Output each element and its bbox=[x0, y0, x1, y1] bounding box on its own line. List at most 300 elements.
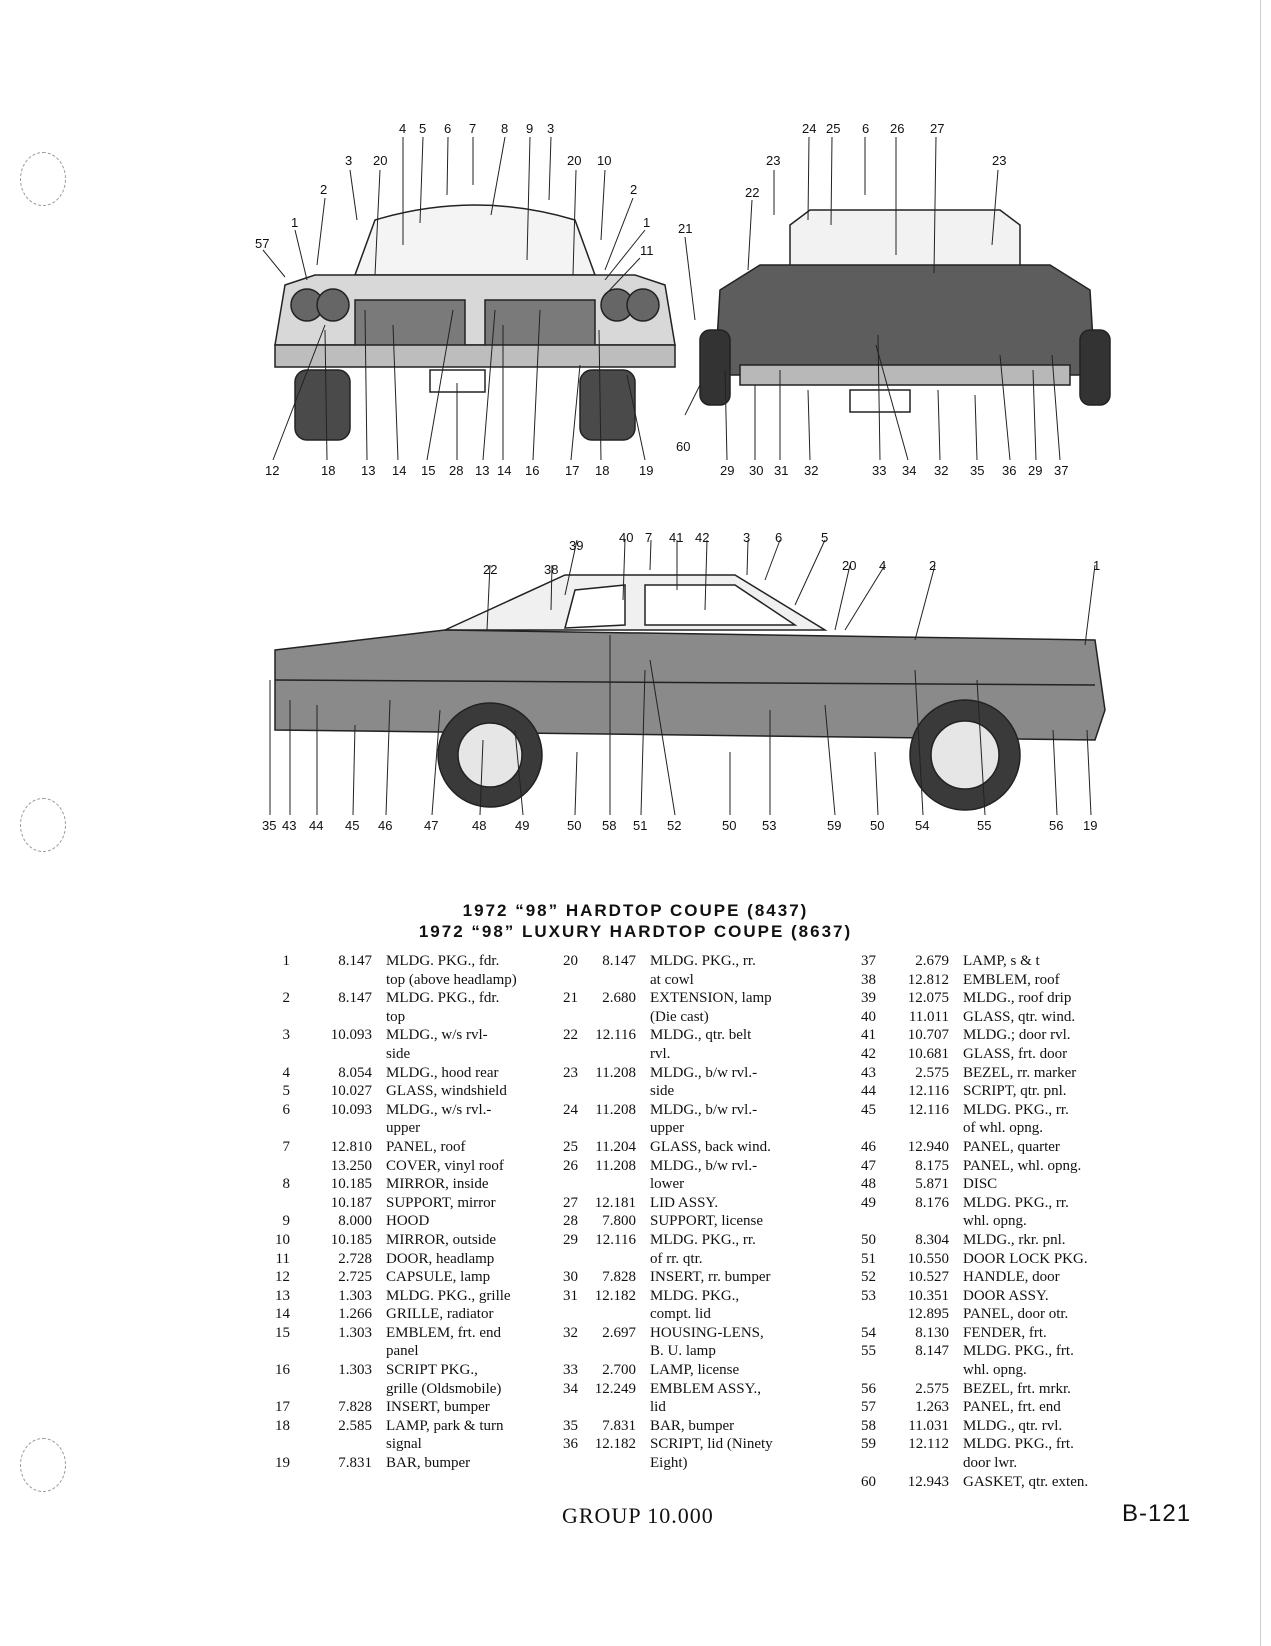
part-ref-number bbox=[268, 1045, 290, 1064]
part-group-number: 12.812 bbox=[907, 971, 949, 988]
page-number: B-121 bbox=[1122, 1500, 1192, 1527]
part-ref-number: 32 bbox=[563, 1324, 578, 1341]
part-description: lower bbox=[650, 1176, 685, 1193]
side-view-drawing bbox=[262, 530, 1165, 880]
part-ref-number bbox=[556, 1119, 578, 1138]
part-group-number: 12.895 bbox=[907, 1306, 949, 1323]
part-ref-number bbox=[268, 1008, 290, 1027]
parts-row bbox=[556, 1212, 773, 1231]
part-description: MLDG., b/w rvl.- bbox=[650, 1157, 758, 1174]
parts-row bbox=[556, 1175, 773, 1194]
part-ref-number bbox=[556, 1305, 578, 1324]
part-group-number: 11.204 bbox=[595, 1138, 636, 1155]
part-group-number: 8.147 bbox=[338, 953, 372, 969]
parts-row bbox=[556, 1380, 773, 1399]
part-description: MLDG. PKG., fdr. bbox=[386, 953, 500, 969]
part-description: panel bbox=[386, 1343, 419, 1360]
part-group-number: 5.871 bbox=[915, 1176, 949, 1193]
part-group-number: 12.940 bbox=[907, 1138, 949, 1155]
part-description: lid bbox=[650, 1399, 666, 1416]
part-ref-number: 15 bbox=[275, 1324, 290, 1341]
part-description: of rr. qtr. bbox=[650, 1250, 703, 1267]
callout: 20 bbox=[567, 153, 582, 168]
part-ref-number: 30 bbox=[563, 1269, 578, 1286]
part-description: MLDG., qtr. belt bbox=[650, 1027, 752, 1044]
part-ref-number: 8 bbox=[282, 1176, 290, 1193]
parts-row bbox=[268, 1287, 517, 1306]
part-ref-number: 23 bbox=[563, 1064, 578, 1081]
callout: 13 bbox=[361, 463, 376, 478]
parts-row bbox=[854, 1454, 1088, 1473]
parts-row bbox=[556, 1305, 773, 1324]
part-group-number: 10.707 bbox=[907, 1027, 949, 1044]
part-description: COVER, vinyl roof bbox=[386, 1157, 504, 1174]
parts-row bbox=[268, 1045, 517, 1064]
parts-row bbox=[854, 1026, 1088, 1045]
part-ref-number: 33 bbox=[563, 1362, 578, 1379]
callout: 6 bbox=[775, 530, 783, 545]
part-ref-number bbox=[556, 1342, 578, 1361]
part-ref-number: 4 bbox=[282, 1064, 290, 1081]
part-group-number: 2.680 bbox=[602, 990, 636, 1007]
callout: 18 bbox=[321, 463, 336, 478]
parts-row bbox=[268, 1082, 517, 1101]
part-group-number bbox=[578, 1398, 636, 1417]
part-description: DOOR LOCK PKG. bbox=[963, 1250, 1088, 1267]
part-description: EMBLEM ASSY., bbox=[650, 1380, 762, 1397]
callout: 34 bbox=[902, 463, 917, 478]
callout: 46 bbox=[378, 818, 393, 833]
part-group-number: 10.550 bbox=[907, 1250, 949, 1267]
callout: 1 bbox=[1093, 558, 1101, 573]
callout: 45 bbox=[345, 818, 360, 833]
part-ref-number: 3 bbox=[282, 1027, 290, 1044]
callout: 9 bbox=[526, 121, 534, 136]
part-group-number bbox=[290, 1435, 372, 1454]
callout: 23 bbox=[992, 153, 1007, 168]
parts-row bbox=[556, 1008, 773, 1027]
front-callouts-top bbox=[399, 121, 554, 136]
part-group-number bbox=[578, 1342, 636, 1361]
callout: 39 bbox=[569, 538, 584, 553]
part-description: DOOR, headlamp bbox=[386, 1250, 495, 1267]
part-group-number: 12.181 bbox=[594, 1194, 636, 1211]
parts-row bbox=[854, 952, 1088, 971]
parts-row bbox=[268, 1324, 517, 1343]
part-group-number: 10.351 bbox=[907, 1287, 949, 1304]
part-ref-number bbox=[854, 1361, 876, 1380]
parts-row bbox=[268, 1119, 517, 1138]
part-ref-number: 6 bbox=[282, 1101, 290, 1118]
callout: 8 bbox=[501, 121, 509, 136]
part-group-number: 8.000 bbox=[338, 1213, 372, 1230]
callout: 36 bbox=[1002, 463, 1017, 478]
parts-row bbox=[556, 1119, 773, 1138]
title-line-1: 1972 “98” HARDTOP COUPE (8437) bbox=[462, 901, 809, 920]
part-group-number bbox=[876, 1454, 949, 1473]
callout: 57 bbox=[255, 236, 270, 251]
parts-row bbox=[268, 1342, 517, 1361]
part-ref-number: 29 bbox=[563, 1231, 578, 1248]
callout: 7 bbox=[645, 530, 653, 545]
part-ref-number bbox=[556, 1082, 578, 1101]
parts-row bbox=[854, 989, 1088, 1008]
callout: 59 bbox=[827, 818, 842, 833]
parts-row bbox=[556, 1268, 773, 1287]
part-description: SCRIPT PKG., bbox=[386, 1362, 478, 1379]
parts-row bbox=[268, 1008, 517, 1027]
part-description: PANEL, whl. opng. bbox=[963, 1157, 1082, 1174]
part-ref-number: 12 bbox=[275, 1269, 290, 1286]
part-ref-number: 36 bbox=[563, 1436, 578, 1453]
part-group-number: 10.093 bbox=[330, 1027, 372, 1044]
part-ref-number: 59 bbox=[861, 1436, 876, 1453]
parts-row bbox=[854, 1473, 1088, 1492]
callout: 54 bbox=[915, 818, 930, 833]
callout: 29 bbox=[1028, 463, 1043, 478]
callout: 13 bbox=[475, 463, 490, 478]
callout: 1 bbox=[291, 215, 299, 230]
part-group-number: 11.031 bbox=[908, 1417, 949, 1434]
part-description: CAPSULE, lamp bbox=[386, 1269, 491, 1286]
callout: 48 bbox=[472, 818, 487, 833]
binder-hole-top bbox=[20, 152, 66, 206]
callout: 22 bbox=[483, 562, 498, 577]
part-ref-number: 47 bbox=[861, 1157, 876, 1174]
callout: 12 bbox=[265, 463, 280, 478]
part-ref-number: 46 bbox=[861, 1138, 876, 1155]
part-description: door lwr. bbox=[963, 1455, 1018, 1472]
callout: 1 bbox=[643, 215, 651, 230]
part-group-number: 11.208 bbox=[595, 1101, 636, 1118]
part-group-number bbox=[290, 1342, 372, 1361]
parts-row bbox=[556, 1454, 773, 1473]
parts-row bbox=[854, 1398, 1088, 1417]
part-ref-number: 57 bbox=[861, 1399, 876, 1416]
part-group-number: 1.303 bbox=[338, 1287, 372, 1304]
callout: 2 bbox=[320, 182, 328, 197]
callout: 29 bbox=[720, 463, 735, 478]
part-group-number: 8.130 bbox=[915, 1324, 949, 1341]
part-ref-number: 58 bbox=[861, 1417, 876, 1434]
callout: 42 bbox=[695, 530, 710, 545]
parts-row bbox=[854, 1380, 1088, 1399]
part-ref-number: 56 bbox=[861, 1380, 876, 1397]
part-group-number bbox=[876, 1212, 949, 1231]
part-description: MLDG. PKG., rr. bbox=[963, 1101, 1069, 1118]
callout: 22 bbox=[745, 185, 760, 200]
parts-row bbox=[556, 1250, 773, 1269]
part-group-number: 2.728 bbox=[338, 1250, 372, 1267]
parts-row bbox=[556, 952, 773, 971]
part-description: rvl. bbox=[650, 1045, 671, 1062]
parts-row bbox=[854, 1008, 1088, 1027]
parts-row bbox=[854, 1287, 1088, 1306]
parts-row bbox=[556, 989, 773, 1008]
front-view-illustration bbox=[255, 115, 695, 505]
parts-row bbox=[854, 1194, 1088, 1213]
group-label: GROUP 10.000 bbox=[562, 1503, 714, 1528]
part-description: PANEL, quarter bbox=[963, 1138, 1060, 1155]
part-ref-number: 13 bbox=[275, 1287, 290, 1304]
part-group-number bbox=[290, 1045, 372, 1064]
part-description: MLDG., w/s rvl.- bbox=[386, 1101, 492, 1118]
parts-row bbox=[854, 1361, 1088, 1380]
rear-view-illustration bbox=[676, 115, 1120, 505]
callout: 30 bbox=[749, 463, 764, 478]
parts-row bbox=[268, 989, 517, 1008]
part-ref-number: 14 bbox=[275, 1306, 290, 1323]
binder-hole-middle bbox=[20, 798, 66, 852]
parts-row bbox=[556, 1231, 773, 1250]
part-ref-number: 60 bbox=[861, 1473, 876, 1490]
part-ref-number: 49 bbox=[861, 1194, 876, 1211]
part-description: HANDLE, door bbox=[963, 1269, 1060, 1286]
part-group-number: 12.116 bbox=[595, 1231, 636, 1248]
part-description: LAMP, s & t bbox=[963, 953, 1040, 969]
part-group-number: 7.800 bbox=[602, 1213, 636, 1230]
part-ref-number: 7 bbox=[282, 1138, 290, 1155]
part-group-number: 7.831 bbox=[338, 1455, 372, 1472]
part-group-number: 1.266 bbox=[338, 1306, 372, 1323]
part-description: SCRIPT, qtr. pnl. bbox=[963, 1083, 1067, 1100]
part-group-number: 12.182 bbox=[594, 1436, 636, 1453]
callout: 6 bbox=[862, 121, 870, 136]
part-ref-number: 44 bbox=[861, 1083, 876, 1100]
callout: 6 bbox=[444, 121, 452, 136]
callout: 52 bbox=[667, 818, 682, 833]
part-group-number: 12.810 bbox=[330, 1138, 372, 1155]
part-description: MLDG. PKG., rr. bbox=[650, 953, 756, 969]
part-ref-number: 45 bbox=[861, 1101, 876, 1118]
parts-row bbox=[268, 971, 517, 990]
part-description: MLDG., rkr. pnl. bbox=[963, 1231, 1066, 1248]
callout: 2 bbox=[630, 182, 638, 197]
callout: 5 bbox=[419, 121, 427, 136]
callout: 19 bbox=[639, 463, 654, 478]
part-description: BEZEL, rr. marker bbox=[963, 1064, 1077, 1081]
part-description: upper bbox=[386, 1120, 421, 1137]
part-description: LAMP, license bbox=[650, 1362, 740, 1379]
part-description: MLDG., b/w rvl.- bbox=[650, 1064, 758, 1081]
part-description: PANEL, door otr. bbox=[963, 1306, 1069, 1323]
part-description: PANEL, frt. end bbox=[963, 1399, 1061, 1416]
binder-hole-bottom bbox=[20, 1438, 66, 1492]
parts-row bbox=[854, 971, 1088, 990]
part-group-number bbox=[578, 1082, 636, 1101]
parts-row bbox=[268, 1138, 517, 1157]
part-ref-number: 37 bbox=[861, 953, 876, 969]
part-description: DISC bbox=[963, 1176, 998, 1193]
part-description: MLDG., qtr. rvl. bbox=[963, 1417, 1063, 1434]
part-ref-number bbox=[556, 1398, 578, 1417]
callout: 49 bbox=[515, 818, 530, 833]
part-group-number bbox=[578, 1175, 636, 1194]
parts-column-3 bbox=[854, 952, 1088, 1491]
parts-row bbox=[854, 1417, 1088, 1436]
part-group-number: 2.725 bbox=[338, 1269, 372, 1286]
part-description: INSERT, bumper bbox=[386, 1399, 490, 1416]
front-view-drawing bbox=[255, 115, 695, 505]
part-description: MLDG., b/w rvl.- bbox=[650, 1101, 758, 1118]
parts-row bbox=[854, 1101, 1088, 1120]
callout: 60 bbox=[676, 439, 691, 454]
part-ref-number: 50 bbox=[861, 1231, 876, 1248]
part-description: MLDG. PKG., fdr. bbox=[386, 990, 500, 1007]
callout: 55 bbox=[977, 818, 992, 833]
callout: 3 bbox=[345, 153, 353, 168]
callout: 51 bbox=[633, 818, 648, 833]
parts-row bbox=[854, 1064, 1088, 1083]
part-group-number: 11.208 bbox=[595, 1064, 636, 1081]
part-group-number: 12.182 bbox=[594, 1287, 636, 1304]
part-ref-number: 24 bbox=[563, 1101, 578, 1118]
part-group-number: 12.116 bbox=[595, 1027, 636, 1044]
part-description: MLDG. PKG., frt. bbox=[963, 1436, 1074, 1453]
parts-row bbox=[556, 1342, 773, 1361]
part-ref-number: 27 bbox=[563, 1194, 578, 1211]
part-group-number: 8.147 bbox=[915, 1343, 949, 1360]
part-description: side bbox=[650, 1083, 675, 1100]
parts-row bbox=[556, 1361, 773, 1380]
part-group-number: 10.093 bbox=[330, 1101, 372, 1118]
callout: 50 bbox=[722, 818, 737, 833]
part-description: MLDG. PKG., grille bbox=[386, 1287, 511, 1304]
part-description: top bbox=[386, 1008, 406, 1025]
part-ref-number: 53 bbox=[861, 1287, 876, 1304]
part-group-number bbox=[578, 1250, 636, 1269]
parts-row bbox=[854, 1342, 1088, 1361]
parts-row bbox=[854, 1082, 1088, 1101]
callout: 58 bbox=[602, 818, 617, 833]
callout: 25 bbox=[826, 121, 841, 136]
callout: 3 bbox=[743, 530, 751, 545]
parts-row bbox=[556, 1101, 773, 1120]
part-group-number bbox=[578, 1045, 636, 1064]
part-ref-number: 42 bbox=[861, 1045, 876, 1062]
part-group-number: 11.011 bbox=[908, 1008, 949, 1025]
part-description: MLDG. PKG., frt. bbox=[963, 1343, 1074, 1360]
callout: 4 bbox=[879, 558, 887, 573]
part-description: FENDER, frt. bbox=[963, 1324, 1047, 1341]
part-group-number: 10.681 bbox=[907, 1045, 949, 1062]
callout: 35 bbox=[262, 818, 277, 833]
part-description: grille (Oldsmobile) bbox=[386, 1380, 502, 1397]
part-description: MLDG. PKG., rr. bbox=[650, 1231, 756, 1248]
part-ref-number bbox=[854, 1119, 876, 1138]
parts-row bbox=[854, 1305, 1088, 1324]
page-title bbox=[0, 900, 1271, 942]
part-description: HOOD bbox=[386, 1213, 430, 1230]
callout: 5 bbox=[821, 530, 829, 545]
part-ref-number: 18 bbox=[275, 1417, 290, 1434]
parts-row bbox=[556, 1417, 773, 1436]
part-ref-number bbox=[556, 971, 578, 990]
part-ref-number: 41 bbox=[861, 1027, 876, 1044]
callout: 20 bbox=[842, 558, 857, 573]
parts-row bbox=[854, 1324, 1088, 1343]
part-group-number bbox=[578, 1008, 636, 1027]
part-ref-number bbox=[556, 1008, 578, 1027]
part-group-number: 8.304 bbox=[915, 1231, 949, 1248]
part-group-number bbox=[578, 1454, 636, 1473]
part-ref-number bbox=[556, 1250, 578, 1269]
part-description: EXTENSION, lamp bbox=[650, 990, 772, 1007]
part-ref-number: 54 bbox=[861, 1324, 876, 1341]
part-description: top (above headlamp) bbox=[386, 971, 517, 988]
callout: 28 bbox=[449, 463, 464, 478]
parts-row bbox=[268, 1064, 517, 1083]
parts-row bbox=[268, 1231, 517, 1250]
part-description: MLDG. PKG., rr. bbox=[963, 1194, 1069, 1211]
part-description: BAR, bumper bbox=[386, 1455, 471, 1472]
part-ref-number bbox=[854, 1305, 876, 1324]
part-group-number: 7.831 bbox=[602, 1417, 636, 1434]
part-description: DOOR ASSY. bbox=[963, 1287, 1049, 1304]
callout: 24 bbox=[802, 121, 817, 136]
part-description: MLDG., roof drip bbox=[963, 990, 1072, 1007]
callout: 32 bbox=[934, 463, 949, 478]
part-group-number: 2.697 bbox=[602, 1324, 636, 1341]
parts-column-1 bbox=[268, 952, 517, 1473]
callout: 53 bbox=[762, 818, 777, 833]
part-description: HOUSING-LENS, bbox=[650, 1324, 764, 1341]
rear-view-drawing bbox=[676, 115, 1120, 505]
part-description: Eight) bbox=[650, 1455, 688, 1472]
part-description: LID ASSY. bbox=[650, 1194, 719, 1211]
parts-row bbox=[556, 1194, 773, 1213]
part-group-number: 7.828 bbox=[338, 1399, 372, 1416]
part-group-number: 1.263 bbox=[915, 1399, 949, 1416]
side-callouts-top bbox=[483, 530, 1100, 577]
part-group-number: 2.585 bbox=[338, 1417, 372, 1434]
callout: 47 bbox=[424, 818, 439, 833]
part-group-number: 12.116 bbox=[908, 1101, 949, 1118]
parts-row bbox=[268, 1398, 517, 1417]
part-description: GLASS, frt. door bbox=[963, 1045, 1068, 1062]
part-group-number: 10.185 bbox=[330, 1176, 372, 1193]
callout: 21 bbox=[678, 221, 693, 236]
part-ref-number: 40 bbox=[861, 1008, 876, 1025]
parts-row bbox=[268, 1250, 517, 1269]
callout: 26 bbox=[890, 121, 905, 136]
parts-row bbox=[556, 1045, 773, 1064]
part-group-number: 8.175 bbox=[915, 1157, 949, 1174]
part-group-number bbox=[290, 1119, 372, 1138]
part-description: compt. lid bbox=[650, 1306, 711, 1323]
part-description: INSERT, rr. bumper bbox=[650, 1269, 771, 1286]
callout: 50 bbox=[870, 818, 885, 833]
parts-row bbox=[556, 1287, 773, 1306]
parts-row bbox=[268, 1417, 517, 1436]
callout: 10 bbox=[597, 153, 612, 168]
callout: 33 bbox=[872, 463, 887, 478]
parts-row bbox=[854, 1157, 1088, 1176]
callout: 20 bbox=[373, 153, 388, 168]
parts-row bbox=[268, 1157, 517, 1176]
callout: 11 bbox=[640, 243, 654, 258]
part-ref-number: 28 bbox=[563, 1213, 578, 1230]
part-ref-number: 39 bbox=[861, 990, 876, 1007]
side-view-illustration bbox=[262, 530, 1165, 880]
part-ref-number bbox=[268, 971, 290, 990]
callout: 44 bbox=[309, 818, 324, 833]
part-ref-number bbox=[556, 1454, 578, 1473]
parts-column-2 bbox=[556, 952, 773, 1473]
callout: 23 bbox=[766, 153, 781, 168]
callout: 17 bbox=[565, 463, 580, 478]
callout: 14 bbox=[497, 463, 512, 478]
